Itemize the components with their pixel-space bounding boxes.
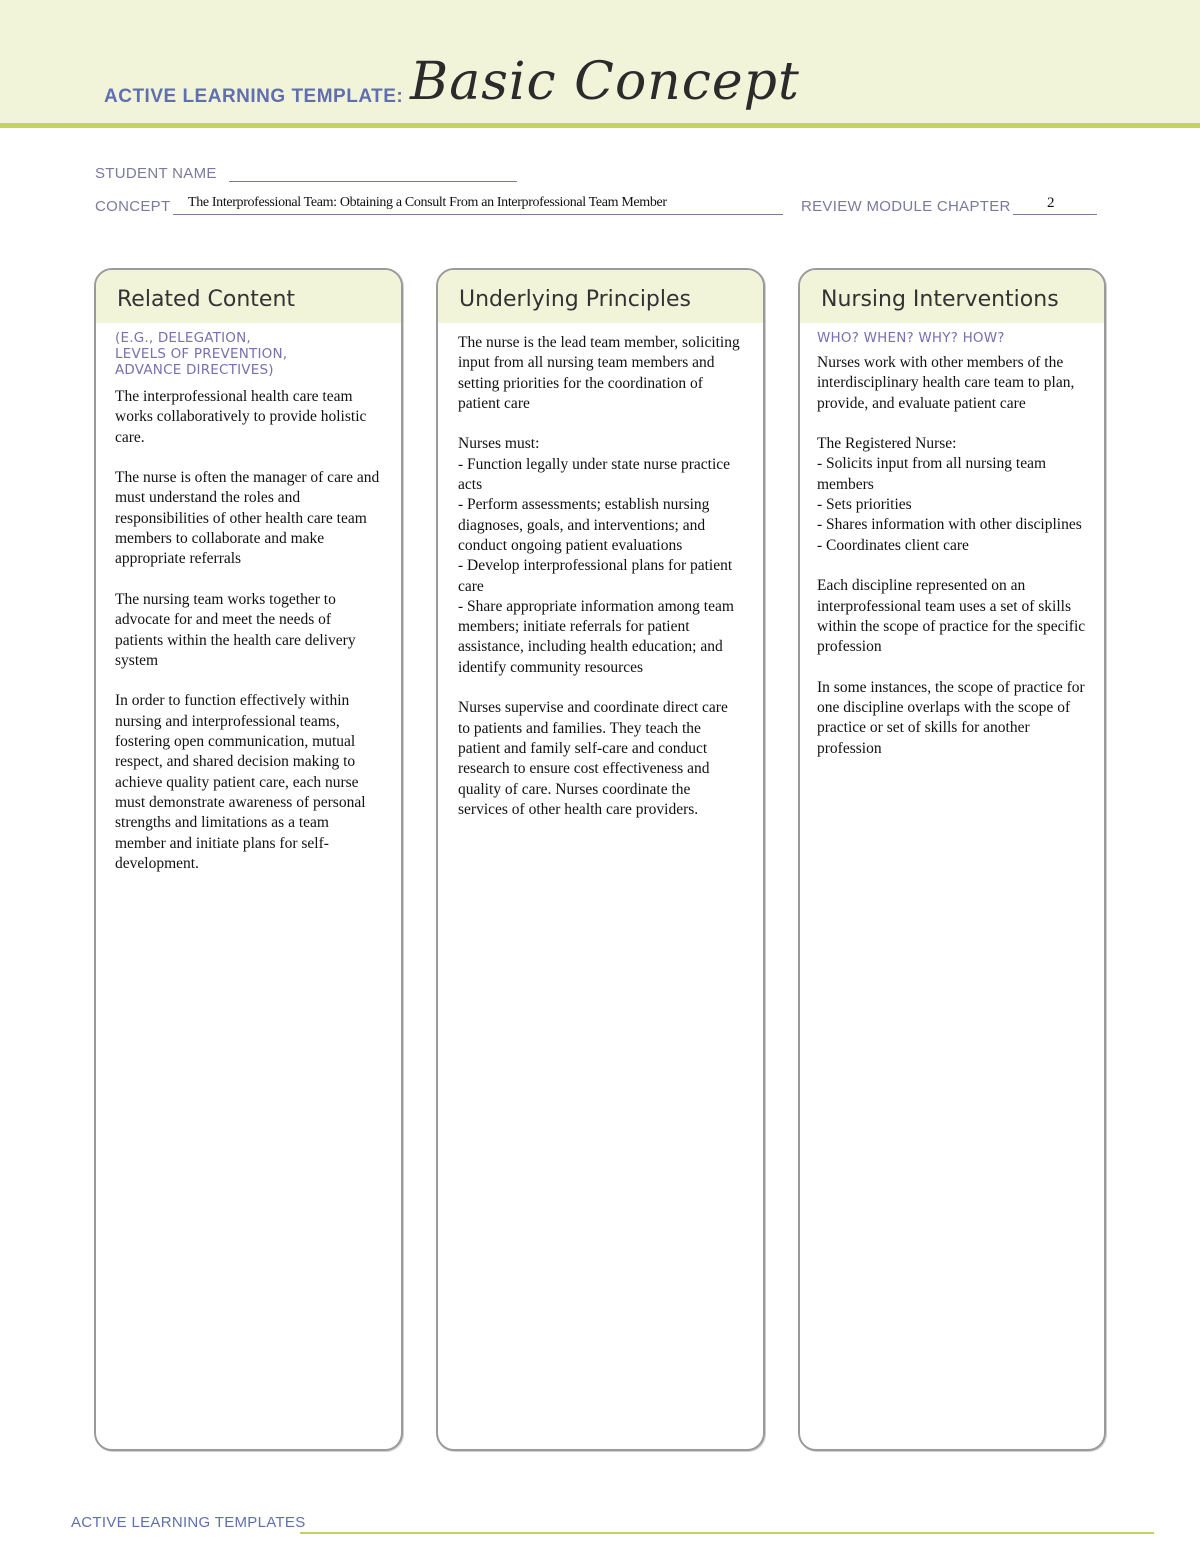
underlying-principles-paragraph: The nurse is the lead team member, soliciting input from all nursing team members and setting priorities for the coordination of patient care: [458, 334, 740, 412]
related-content-paragraph: The nursing team works together to advocate for and meet the needs of patients within the health care delivery system: [115, 590, 356, 669]
underlying-principles-title: Underlying Principles: [459, 287, 691, 312]
related-content-subtitle: (E.G., DELEGATION, LEVELS OF PREVENTION, ADVANCE DIRECTIVES): [115, 330, 288, 378]
underlying-principles-paragraph: Nurses supervise and coordinate direct care to patients and families. They teach the patient and family self-care and conduct research to ensure cost effectiveness and quality of care. Nurses coordinate the services of other health care providers.: [458, 699, 728, 818]
nursing-interventions-panel: [798, 268, 1106, 1451]
student-name-line: [229, 181, 517, 182]
concept-label: CONCEPT: [95, 198, 171, 215]
nursing-interventions-paragraph: In some instances, the scope of practice for one discipline overlaps with the scope of practice or set of skills for another profession: [817, 678, 1085, 757]
nursing-interventions-paragraph: Each discipline represented on an interprofessional team uses a set of skills within the scope of practice for the specific profession: [817, 577, 1086, 656]
student-name-label: STUDENT NAME: [95, 165, 217, 182]
footer-label: ACTIVE LEARNING TEMPLATES: [71, 1514, 306, 1531]
underlying-principles-body: [458, 333, 743, 820]
related-content-title: Related Content: [117, 287, 296, 312]
nursing-interventions-paragraph: The Registered Nurse: - Solicits input from all nursing team members - Sets priorities - Shares information with other disciplines - Coordinates client care: [817, 435, 1082, 554]
underlying-principles-header: [438, 270, 763, 323]
related-content-paragraph: In order to function effectively within nursing and interprofessional teams, fostering open communication, mutual respect, and shared decision making to achieve quality patient care, each nurse must demonstrate awareness of personal strengths and limitations as a team member and initiate plans for self-development.: [115, 692, 366, 872]
nursing-interventions-subtitle: WHO? WHEN? WHY? HOW?: [817, 330, 1005, 346]
nursing-interventions-paragraph: Nurses work with other members of the interdisciplinary health care team to plan, provide, and evaluate patient care: [817, 354, 1075, 412]
underlying-principles-paragraph: Nurses must: - Function legally under state nurse practice acts - Perform assessments; establish nursing diagnoses, goals, and interventions; and conduct ongoing patient evaluations - Develop interprofessional plans for patient care - Share appropriate information among team members; initiate referrals for patient assistance, including health education; and identify community resources: [458, 435, 734, 676]
concept-field[interactable]: The Interprofessional Team: Obtaining a Consult From an Interprofessional Team Member: [188, 195, 667, 210]
nursing-interventions-body: [817, 353, 1086, 759]
chapter-label: REVIEW MODULE CHAPTER: [801, 198, 1011, 215]
related-content-paragraph: The nurse is often the manager of care and must understand the roles and responsibilities of other health care team members to collaborate and make appropriate referrals: [115, 469, 380, 568]
chapter-line: [1013, 214, 1097, 215]
related-content-paragraph: The interprofessional health care team works collaboratively to provide holistic care.: [115, 388, 367, 446]
template-label: ACTIVE LEARNING TEMPLATE:: [104, 86, 404, 107]
related-content-panel: [94, 268, 403, 1451]
footer-rule: [300, 1532, 1154, 1534]
header-rule: [0, 123, 1200, 128]
nursing-interventions-title: Nursing Interventions: [821, 287, 1059, 312]
underlying-principles-panel: [436, 268, 765, 1451]
template-title: Basic Concept: [410, 52, 800, 112]
concept-line: [173, 214, 783, 215]
related-content-header: [96, 270, 401, 323]
related-content-body: [115, 387, 381, 874]
chapter-field[interactable]: 2: [1047, 195, 1055, 211]
nursing-interventions-header: [800, 270, 1104, 323]
